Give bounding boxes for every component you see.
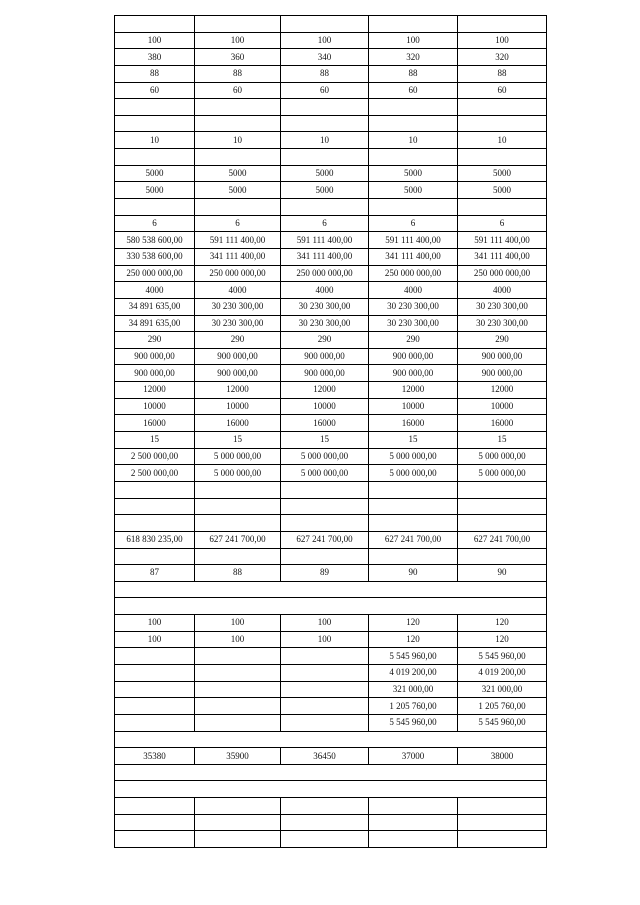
table-cell: 5 000 000,00 [281, 448, 369, 465]
table-cell: 15 [458, 432, 547, 449]
table-cell [115, 731, 547, 748]
table-row [115, 32, 547, 49]
table-cell [369, 149, 458, 166]
table-cell: 5000 [369, 182, 458, 199]
table-cell [195, 481, 281, 498]
table-row [115, 115, 547, 132]
table-cell [281, 798, 369, 815]
table-cell [195, 99, 281, 116]
table-cell: 12000 [115, 382, 195, 399]
table-cell [115, 515, 195, 532]
table-cell: 900 000,00 [195, 365, 281, 382]
table-cell: 89 [281, 565, 369, 582]
table-cell: 100 [115, 32, 195, 49]
table-cell: 36450 [281, 748, 369, 765]
table-cell: 100 [369, 32, 458, 49]
table-cell [115, 481, 195, 498]
table-cell: 120 [369, 615, 458, 632]
table-cell [195, 831, 281, 848]
table-row [115, 232, 547, 249]
table-cell: 627 241 700,00 [281, 531, 369, 548]
table-cell [115, 798, 195, 815]
table-cell: 15 [281, 432, 369, 449]
table-cell: 2 500 000,00 [115, 448, 195, 465]
table-cell: 330 538 600,00 [115, 248, 195, 265]
table-row [115, 332, 547, 349]
table-cell [195, 515, 281, 532]
table-cell: 341 111 400,00 [281, 248, 369, 265]
table-cell: 34 891 635,00 [115, 298, 195, 315]
table-cell: 1 205 760,00 [458, 698, 547, 715]
table-cell: 900 000,00 [115, 348, 195, 365]
table-cell: 12000 [281, 382, 369, 399]
table-row [115, 565, 547, 582]
table-row [115, 265, 547, 282]
table-cell: 6 [195, 215, 281, 232]
table-cell: 100 [458, 32, 547, 49]
table-cell [369, 115, 458, 132]
table-cell: 341 111 400,00 [369, 248, 458, 265]
table-row [115, 149, 547, 166]
table-cell [458, 515, 547, 532]
table-row [115, 199, 547, 216]
table-cell [458, 16, 547, 33]
table-cell [281, 115, 369, 132]
table-cell: 30 230 300,00 [281, 315, 369, 332]
table-row [115, 798, 547, 815]
table-cell: 321 000,00 [458, 681, 547, 698]
table-row [115, 515, 547, 532]
table-cell [281, 548, 369, 565]
table-cell: 10 [369, 132, 458, 149]
table-cell [195, 648, 281, 665]
table-row [115, 548, 547, 565]
table-cell: 10000 [369, 398, 458, 415]
table-row [115, 615, 547, 632]
table-cell [281, 16, 369, 33]
table-cell: 10 [281, 132, 369, 149]
table-cell: 35380 [115, 748, 195, 765]
table-row [115, 298, 547, 315]
table-row [115, 348, 547, 365]
table-cell: 380 [115, 49, 195, 66]
table-cell [281, 515, 369, 532]
table-cell: 4000 [458, 282, 547, 299]
table-cell: 88 [195, 565, 281, 582]
table-cell [369, 798, 458, 815]
table-cell: 591 111 400,00 [281, 232, 369, 249]
table-cell: 900 000,00 [369, 348, 458, 365]
table-cell [195, 681, 281, 698]
table-cell [115, 16, 195, 33]
table-cell: 627 241 700,00 [195, 531, 281, 548]
table-cell: 30 230 300,00 [195, 315, 281, 332]
table-cell [115, 581, 547, 598]
table-cell: 900 000,00 [281, 365, 369, 382]
table-cell: 341 111 400,00 [195, 248, 281, 265]
table-cell [115, 648, 195, 665]
table-row [115, 282, 547, 299]
table-cell: 88 [458, 65, 547, 82]
table-cell: 5 545 960,00 [458, 714, 547, 731]
table-cell [115, 598, 547, 615]
table-cell [115, 714, 195, 731]
table-row [115, 764, 547, 781]
table-cell: 900 000,00 [195, 348, 281, 365]
table-cell: 4 019 200,00 [369, 664, 458, 681]
table-cell [195, 798, 281, 815]
table-cell [281, 149, 369, 166]
table-cell [369, 814, 458, 831]
table-cell: 60 [195, 82, 281, 99]
table-cell [115, 548, 195, 565]
table-cell [369, 99, 458, 116]
table-cell: 6 [369, 215, 458, 232]
table-cell: 4 019 200,00 [458, 664, 547, 681]
table-cell: 87 [115, 565, 195, 582]
table-cell: 321 000,00 [369, 681, 458, 698]
table-cell: 250 000 000,00 [115, 265, 195, 282]
table-cell: 10 [195, 132, 281, 149]
table-cell: 290 [458, 332, 547, 349]
table-row [115, 448, 547, 465]
table-cell [458, 831, 547, 848]
table-cell: 5 000 000,00 [281, 465, 369, 482]
table-cell [281, 648, 369, 665]
table-cell: 250 000 000,00 [458, 265, 547, 282]
table-row [115, 631, 547, 648]
table-cell: 900 000,00 [281, 348, 369, 365]
table-cell: 120 [458, 631, 547, 648]
table-cell: 100 [281, 32, 369, 49]
table-cell: 100 [281, 631, 369, 648]
table-cell [369, 199, 458, 216]
table-cell: 900 000,00 [369, 365, 458, 382]
table-row [115, 481, 547, 498]
table-cell: 250 000 000,00 [281, 265, 369, 282]
table-cell [195, 199, 281, 216]
table-cell [195, 714, 281, 731]
table-cell [369, 548, 458, 565]
table-row [115, 698, 547, 715]
table-row [115, 49, 547, 66]
table-cell: 60 [281, 82, 369, 99]
table-cell: 38000 [458, 748, 547, 765]
table-cell [281, 199, 369, 216]
table-row [115, 165, 547, 182]
table-cell: 2 500 000,00 [115, 465, 195, 482]
table-cell: 60 [458, 82, 547, 99]
table-cell [115, 681, 195, 698]
table-cell [115, 498, 195, 515]
table-cell [369, 515, 458, 532]
table-row [115, 731, 547, 748]
table-cell [195, 548, 281, 565]
table-cell: 30 230 300,00 [458, 298, 547, 315]
table-row [115, 382, 547, 399]
table-cell: 290 [195, 332, 281, 349]
table-cell: 6 [115, 215, 195, 232]
table-cell [115, 831, 195, 848]
data-table [114, 15, 547, 848]
table-cell: 88 [281, 65, 369, 82]
table-row [115, 315, 547, 332]
table-cell: 250 000 000,00 [369, 265, 458, 282]
table-cell: 30 230 300,00 [369, 315, 458, 332]
table-row [115, 398, 547, 415]
table-cell: 6 [458, 215, 547, 232]
table-cell [369, 831, 458, 848]
table-cell [195, 149, 281, 166]
table-row [115, 531, 547, 548]
table-cell [115, 781, 547, 798]
table-cell: 15 [195, 432, 281, 449]
table-cell: 5 000 000,00 [369, 448, 458, 465]
table-cell: 12000 [458, 382, 547, 399]
table-row [115, 831, 547, 848]
table-cell: 900 000,00 [115, 365, 195, 382]
table-cell [458, 798, 547, 815]
table-cell: 37000 [369, 748, 458, 765]
table-cell: 627 241 700,00 [369, 531, 458, 548]
table-cell [281, 664, 369, 681]
table-cell [115, 115, 195, 132]
table-cell: 900 000,00 [458, 348, 547, 365]
table-cell: 10000 [115, 398, 195, 415]
table-cell: 340 [281, 49, 369, 66]
table-cell: 15 [115, 432, 195, 449]
table-cell [281, 681, 369, 698]
table-cell: 5000 [458, 182, 547, 199]
table-cell: 90 [369, 565, 458, 582]
table-cell [458, 814, 547, 831]
table-cell: 591 111 400,00 [195, 232, 281, 249]
table-cell: 5 000 000,00 [458, 465, 547, 482]
table-cell: 5 545 960,00 [458, 648, 547, 665]
table-cell: 341 111 400,00 [458, 248, 547, 265]
table-cell [458, 99, 547, 116]
table-cell: 16000 [458, 415, 547, 432]
table-row [115, 748, 547, 765]
table-row [115, 814, 547, 831]
table-cell [458, 149, 547, 166]
table-cell: 618 830 235,00 [115, 531, 195, 548]
table-cell: 10 [115, 132, 195, 149]
table-row [115, 465, 547, 482]
table-cell: 5 000 000,00 [195, 465, 281, 482]
table-row [115, 648, 547, 665]
table-cell: 5000 [458, 165, 547, 182]
table-row [115, 498, 547, 515]
table-cell: 90 [458, 565, 547, 582]
table-cell [458, 548, 547, 565]
table-cell: 60 [369, 82, 458, 99]
table-cell [369, 16, 458, 33]
table-row [115, 664, 547, 681]
table-row [115, 16, 547, 33]
table-cell: 290 [115, 332, 195, 349]
table-row [115, 65, 547, 82]
table-cell: 5000 [195, 182, 281, 199]
table-cell: 5000 [281, 182, 369, 199]
table-cell [458, 199, 547, 216]
table-cell: 10000 [281, 398, 369, 415]
table-cell: 10 [458, 132, 547, 149]
table-cell [115, 764, 547, 781]
table-cell: 4000 [281, 282, 369, 299]
table-cell: 320 [458, 49, 547, 66]
table-cell: 34 891 635,00 [115, 315, 195, 332]
table-cell: 627 241 700,00 [458, 531, 547, 548]
table-cell [458, 115, 547, 132]
table-cell: 120 [369, 631, 458, 648]
table-row [115, 432, 547, 449]
table-row [115, 598, 547, 615]
table-cell: 290 [369, 332, 458, 349]
table-cell [281, 698, 369, 715]
table-cell: 591 111 400,00 [369, 232, 458, 249]
table-cell [115, 199, 195, 216]
table-cell: 5000 [115, 165, 195, 182]
table-row [115, 248, 547, 265]
table-row [115, 781, 547, 798]
table-row [115, 681, 547, 698]
table-row [115, 365, 547, 382]
table-cell [115, 698, 195, 715]
table-cell [195, 16, 281, 33]
table-row [115, 215, 547, 232]
table-cell [115, 149, 195, 166]
table-cell: 360 [195, 49, 281, 66]
table-cell [281, 498, 369, 515]
table-cell: 16000 [115, 415, 195, 432]
table-cell [281, 814, 369, 831]
table-cell: 4000 [369, 282, 458, 299]
table-cell [195, 698, 281, 715]
table-cell: 100 [115, 615, 195, 632]
table-cell: 60 [115, 82, 195, 99]
table-cell: 15 [369, 432, 458, 449]
table-cell [458, 498, 547, 515]
table-cell: 100 [281, 615, 369, 632]
table-row [115, 132, 547, 149]
table-cell [281, 714, 369, 731]
table-cell [195, 498, 281, 515]
table-cell: 4000 [195, 282, 281, 299]
table-cell [281, 99, 369, 116]
table-cell: 5 545 960,00 [369, 648, 458, 665]
table-cell: 320 [369, 49, 458, 66]
table-cell: 5 000 000,00 [369, 465, 458, 482]
table-cell: 5000 [115, 182, 195, 199]
table-cell: 5 545 960,00 [369, 714, 458, 731]
table-cell: 100 [195, 32, 281, 49]
table-cell: 4000 [115, 282, 195, 299]
table-cell [115, 814, 195, 831]
table-cell: 16000 [369, 415, 458, 432]
table-cell: 88 [195, 65, 281, 82]
table-cell: 88 [369, 65, 458, 82]
table-cell: 30 230 300,00 [281, 298, 369, 315]
table-cell: 290 [281, 332, 369, 349]
table-cell: 580 538 600,00 [115, 232, 195, 249]
table-cell: 5000 [195, 165, 281, 182]
table-cell [115, 664, 195, 681]
table-cell: 88 [115, 65, 195, 82]
table-cell: 30 230 300,00 [195, 298, 281, 315]
table-cell: 6 [281, 215, 369, 232]
table-row [115, 581, 547, 598]
table-cell [195, 664, 281, 681]
table-row [115, 99, 547, 116]
table-cell: 10000 [195, 398, 281, 415]
table-cell: 16000 [195, 415, 281, 432]
table-cell: 250 000 000,00 [195, 265, 281, 282]
table-cell [369, 498, 458, 515]
table-cell [281, 481, 369, 498]
table-cell [115, 99, 195, 116]
table-cell: 12000 [195, 382, 281, 399]
table-row [115, 415, 547, 432]
table-cell [195, 814, 281, 831]
table-row [115, 182, 547, 199]
table-cell: 10000 [458, 398, 547, 415]
table-cell: 100 [195, 631, 281, 648]
table-row [115, 714, 547, 731]
table-cell: 5000 [369, 165, 458, 182]
table-cell [281, 831, 369, 848]
table-body [115, 16, 547, 848]
table-cell: 900 000,00 [458, 365, 547, 382]
table-cell: 12000 [369, 382, 458, 399]
table-cell: 30 230 300,00 [369, 298, 458, 315]
table-cell: 120 [458, 615, 547, 632]
table-cell: 5 000 000,00 [458, 448, 547, 465]
table-cell: 5 000 000,00 [195, 448, 281, 465]
table-cell [458, 481, 547, 498]
table-cell: 100 [115, 631, 195, 648]
table-cell: 16000 [281, 415, 369, 432]
table-cell: 35900 [195, 748, 281, 765]
table-row [115, 82, 547, 99]
table-cell: 100 [195, 615, 281, 632]
table-cell: 5000 [281, 165, 369, 182]
table-cell [369, 481, 458, 498]
table-cell: 591 111 400,00 [458, 232, 547, 249]
table-cell [195, 115, 281, 132]
table-cell: 1 205 760,00 [369, 698, 458, 715]
table-cell: 30 230 300,00 [458, 315, 547, 332]
